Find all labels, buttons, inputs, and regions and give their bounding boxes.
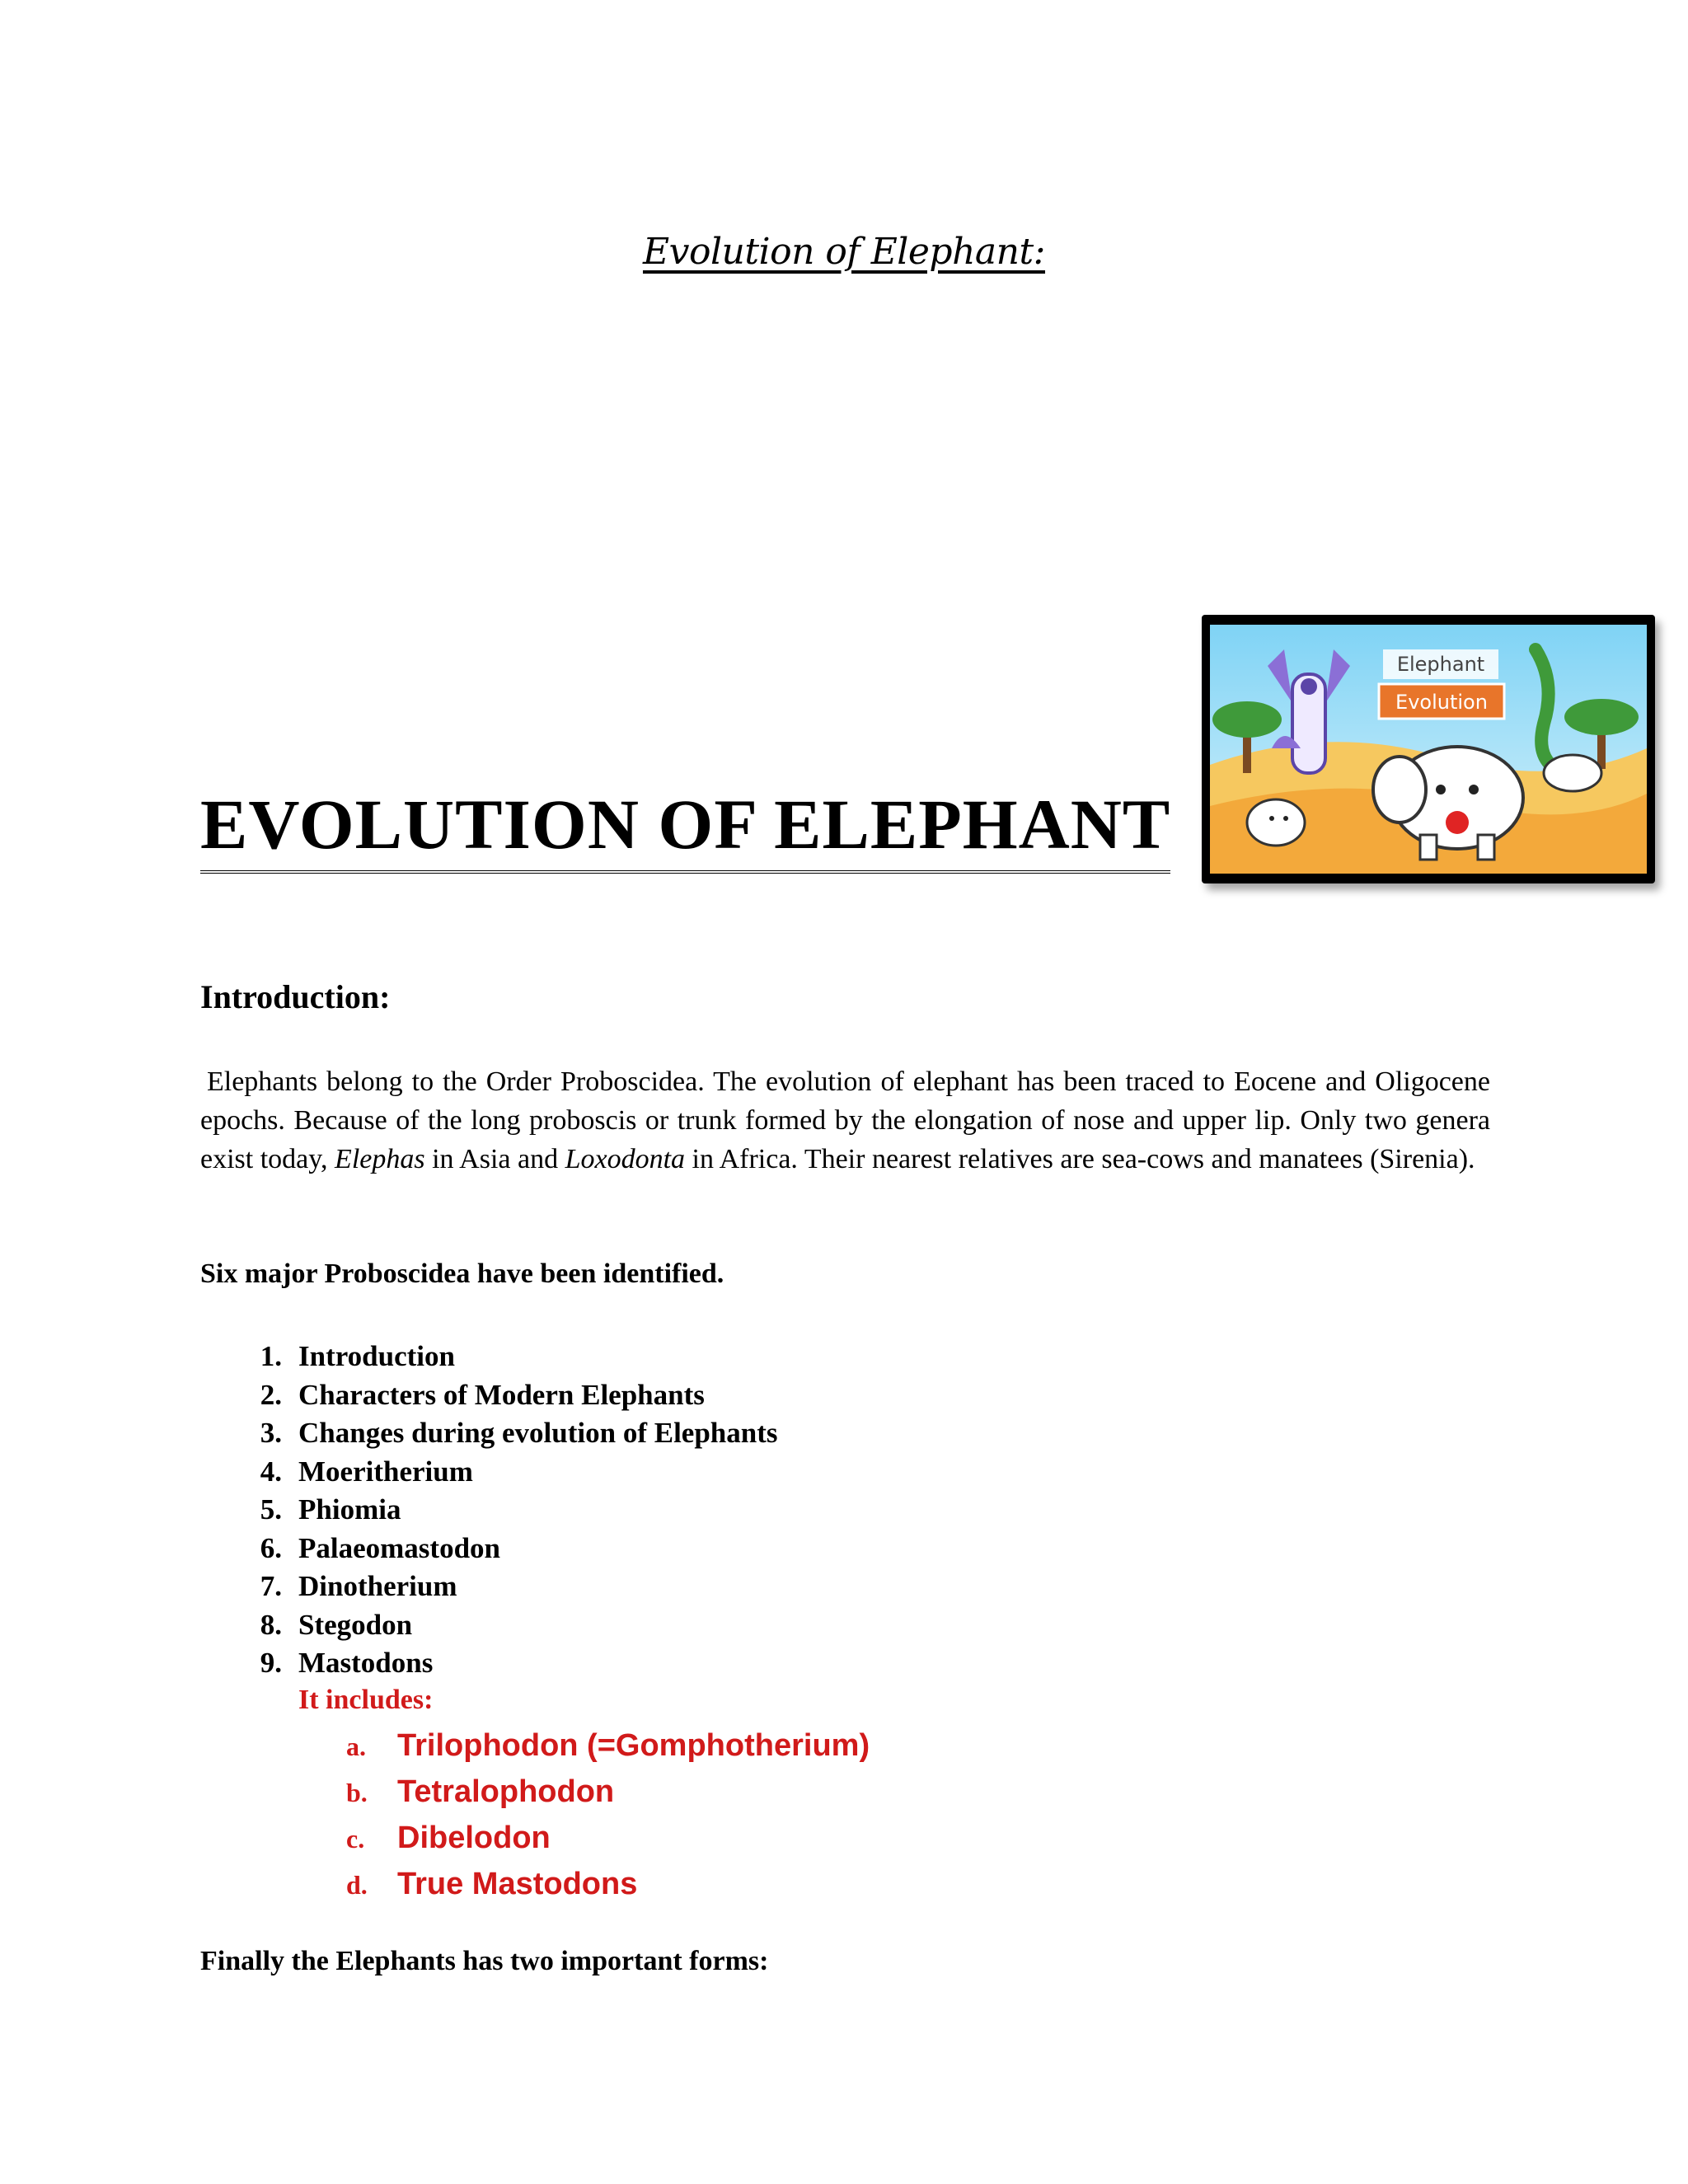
list-item-number: 9. xyxy=(260,1647,282,1679)
intro-heading: Introduction: xyxy=(200,978,391,1015)
list-item xyxy=(239,1568,778,1606)
sublist-item xyxy=(346,1722,870,1769)
topics-list xyxy=(239,1338,778,1683)
list-item-label: Characters of Modern Elephants xyxy=(298,1378,705,1411)
main-title: EVOLUTION OF ELEPHANT xyxy=(200,783,1170,874)
elephant-evolution-image xyxy=(1202,615,1655,883)
list-item-label: Dinotherium xyxy=(298,1570,457,1602)
list-item xyxy=(239,1606,778,1645)
header-title: Evolution of Elephant: xyxy=(642,231,1046,273)
list-item xyxy=(239,1530,778,1568)
caption-line1: Elephant xyxy=(1396,653,1485,676)
caption-box xyxy=(1379,649,1504,719)
list-item-number: 4. xyxy=(260,1455,282,1488)
list-item-label: Changes during evolution of Elephants xyxy=(298,1417,778,1449)
includes-label: It includes: xyxy=(298,1685,434,1715)
proboscidea-lead-line: Six major Proboscidea have been identified. xyxy=(200,1258,724,1289)
sublist-item-letter: b. xyxy=(346,1778,368,1807)
list-item-label: Palaeomastodon xyxy=(298,1531,500,1564)
sublist-item xyxy=(346,1861,870,1907)
intro-paragraph xyxy=(200,1062,1490,1179)
sublist-item-letter: d. xyxy=(346,1870,368,1900)
sublist-item-label: Tetralophodon xyxy=(397,1774,615,1809)
list-item-label: Mastodons xyxy=(298,1647,434,1679)
sublist-item-label: True Mastodons xyxy=(397,1867,638,1901)
sublist-item-label: Dibelodon xyxy=(397,1821,551,1855)
list-item-number: 5. xyxy=(260,1493,282,1526)
list-item xyxy=(239,1644,778,1683)
list-item xyxy=(239,1338,778,1376)
sublist-item xyxy=(346,1769,870,1815)
list-item-number: 1. xyxy=(260,1340,282,1372)
elephant-evolution-illustration xyxy=(1210,625,1647,874)
elephant-baby-icon xyxy=(1247,799,1305,846)
list-item-label: Phiomia xyxy=(298,1493,401,1526)
mastodon-sublist xyxy=(346,1722,870,1907)
list-item-number: 2. xyxy=(260,1378,282,1411)
list-item-number: 6. xyxy=(260,1531,282,1564)
sublist-item-letter: a. xyxy=(346,1732,366,1761)
list-item-label: Introduction xyxy=(298,1340,455,1372)
sublist-item-label: Trilophodon (=Gomphotherium) xyxy=(397,1728,870,1763)
intro-text-part2: in Asia and xyxy=(424,1144,565,1174)
list-item-number: 8. xyxy=(260,1608,282,1641)
list-item xyxy=(239,1491,778,1530)
sublist-item xyxy=(346,1815,870,1861)
list-item-label: Stegodon xyxy=(298,1608,413,1641)
list-item-number: 3. xyxy=(260,1417,282,1449)
sublist-item-letter: c. xyxy=(346,1824,365,1854)
list-item xyxy=(239,1414,778,1453)
list-item xyxy=(239,1376,778,1415)
caption-line2: Evolution xyxy=(1395,691,1488,714)
genus-elephas: Elephas xyxy=(335,1144,425,1174)
list-item xyxy=(239,1453,778,1492)
final-line: Finally the Elephants has two important forms: xyxy=(200,1946,769,1976)
list-item-label: Moeritherium xyxy=(298,1455,473,1488)
genus-loxodonta: Loxodonta xyxy=(565,1144,686,1174)
intro-text-part3: in Africa. Their nearest relatives are sea-cows and manatees (Sirenia). xyxy=(685,1144,1475,1174)
intro-text-part1: Elephants belong to the Order Proboscidea. The evolution of elephant has been traced to Eocene and Oligocene epochs. Because of the long proboscis or trunk formed by the elongation of nose and upper lip. Only two genera exist today, xyxy=(200,1066,1490,1174)
list-item-number: 7. xyxy=(260,1570,282,1602)
